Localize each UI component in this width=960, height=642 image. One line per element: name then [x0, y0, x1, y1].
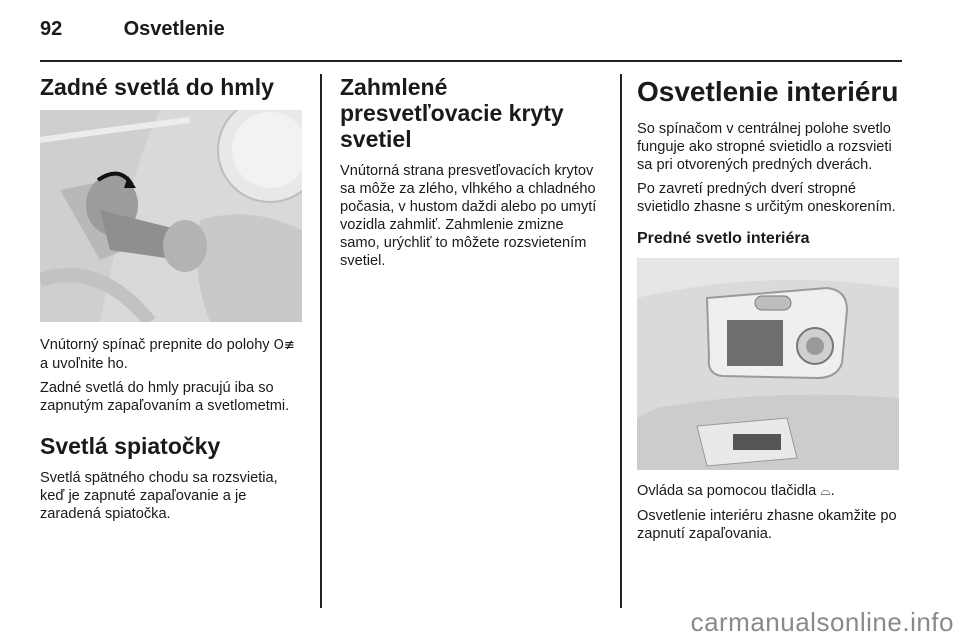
- rear-fog-light-icon: O≢: [273, 338, 295, 353]
- subsection-title-front-light: Predné svetlo interiéra: [637, 230, 810, 247]
- fogged-covers-text: Vnútorná strana presvetľovacích krytov sa môže za zlého, vlhkého a chladného počasia, v hustom daždi alebo po umytí vozidla zahmliť. Zahmlenie zmizne samo, urýchliť to môžete rozsvietením svetiel.: [340, 163, 597, 269]
- rear-fog-switch-illustration: [40, 110, 302, 322]
- column-1: [40, 74, 304, 529]
- interior-control-text: Ovláda sa pomocou tlačidla ⌓.: [637, 483, 835, 499]
- section-title-reverse: Svetlá spiatočky: [40, 433, 221, 459]
- page-number: 92: [40, 18, 63, 40]
- watermark: carmanualsonline.info: [690, 607, 954, 637]
- interior-light-icon: ⌓: [820, 484, 831, 499]
- header-rule: [40, 60, 902, 62]
- column-divider: [320, 74, 322, 608]
- interior-light-illustration: [637, 258, 899, 470]
- column-2: [340, 74, 602, 276]
- section-title-interior: Osvetlenie interiéru: [637, 76, 899, 107]
- rear-fog-instruction: Vnútorný spínač prepnite do polohy O≢ a uvoľnite ho.: [40, 337, 295, 372]
- interior-off-text: Osvetlenie interiéru zhasne okamžite po zapnutí zapaľovania.: [637, 508, 897, 542]
- page-header: [40, 18, 225, 41]
- section-title-fogged-covers: Zahmlené presvetľovacie kryty svetiel: [340, 74, 564, 152]
- interior-text-2: Po zavretí predných dverí stropné svietidlo zhasne s určitým oneskorením.: [637, 181, 896, 215]
- rear-fog-note: Zadné svetlá do hmly pracujú iba so zapnutým zapaľovaním a svetlometmi.: [40, 380, 290, 414]
- reverse-light-text: Svetlá spätného chodu sa rozsvietia, keď je zapnuté zapaľovanie a je zaradená spiatočka.: [40, 470, 278, 522]
- interior-text-1: So spínačom v centrálnej polohe svetlo funguje ako stropné svietidlo a rozsvieti sa pri otvorených predných dverách.: [637, 121, 892, 173]
- column-3: [637, 74, 902, 549]
- chapter-title: Osvetlenie: [123, 18, 225, 40]
- section-title-rear-fog: Zadné svetlá do hmly: [40, 74, 274, 100]
- column-divider: [620, 74, 622, 608]
